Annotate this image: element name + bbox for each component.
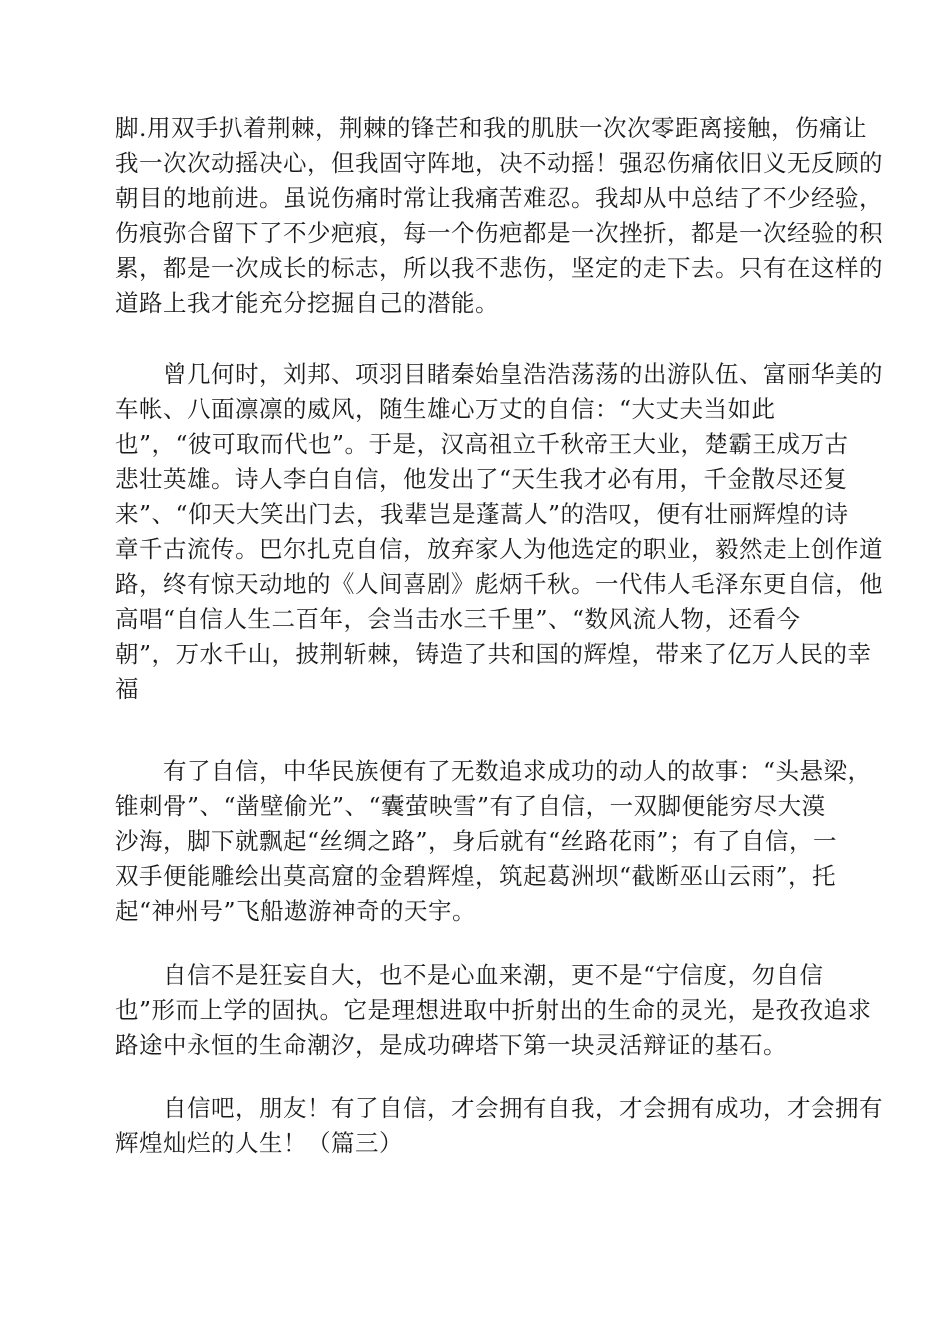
text-line: 双手便能雕绘出莫高窟的金碧辉煌，筑起葛洲坝“截断巫山云雨”，托 <box>115 862 837 890</box>
text-line: 辉煌灿烂的人生！（篇三） <box>115 1129 403 1157</box>
text-line: 有了自信，中华民族便有了无数追求成功的动人的故事：“头悬梁， <box>115 757 872 785</box>
text-line: 自信不是狂妄自大，也不是心血来潮，更不是“宁信度，勿自信 <box>115 961 824 989</box>
paragraph-4 <box>115 958 872 1063</box>
text-line: 沙海，脚下就飘起“丝绸之路”，身后就有“丝路花雨”；有了自信，一 <box>115 827 838 855</box>
text-line: 高唱“自信人生二百年，会当击水三千里”、“数风流人物，还看今 <box>115 605 801 633</box>
text-line: 路，终有惊天动地的《人间喜剧》彪炳千秋。一代伟人毛泽东更自信，他 <box>115 570 883 598</box>
text-line: 朝目的地前进。虽说伤痛时常让我痛苦难忍。我却从中总结了不少经验， <box>115 184 883 212</box>
text-line: 车帐、八面凛凛的威风，随生雄心万丈的自信：“大丈夫当如此 <box>115 395 776 423</box>
text-line: 路途中永恒的生命潮汐，是成功碑塔下第一块灵活辩证的基石。 <box>115 1031 787 1059</box>
text-line: 也”形而上学的固执。它是理想进取中折射出的生命的灵光，是孜孜追求 <box>115 996 872 1024</box>
text-line: 福 <box>115 675 139 703</box>
text-line: 起“神州号”飞船遨游神奇的天宇。 <box>115 897 477 925</box>
text-line: 曾几何时，刘邦、项羽目睹秦始皇浩浩荡荡的出游队伍、富丽华美的 <box>115 360 883 388</box>
text-line: 伤痕弥合留下了不少疤痕，每一个伤疤都是一次挫折，都是一次经验的积 <box>115 219 883 247</box>
text-line: 章千古流传。巴尔扎克自信，放弃家人为他选定的职业，毅然走上创作道 <box>115 535 883 563</box>
text-line: 朝”，万水千山，披荆斩棘，铸造了共和国的辉煌，带来了亿万人民的幸 <box>115 640 872 668</box>
text-line: 也”，“彼可取而代也”。于是，汉高祖立千秋帝王大业，楚霸王成万古 <box>115 430 849 458</box>
paragraph-2 <box>115 357 883 707</box>
text-line: 脚.用双手扒着荆棘，荆棘的锋芒和我的肌肤一次次零距离接触，伤痛让 <box>115 114 867 142</box>
paragraph-5 <box>115 1091 883 1161</box>
text-line: 锥刺骨”、“凿壁偷光”、“囊萤映雪”有了自信，一双脚便能穷尽大漠 <box>115 792 826 820</box>
paragraph-3 <box>115 754 872 929</box>
text-line: 累，都是一次成长的标志，所以我不悲伤，坚定的走下去。只有在这样的 <box>115 254 883 282</box>
text-line: 来”、“仰天大笑出门去，我辈岂是蓬蒿人”的浩叹，便有壮丽辉煌的诗 <box>115 500 849 528</box>
text-line: 自信吧，朋友！有了自信，才会拥有自我，才会拥有成功，才会拥有 <box>115 1094 883 1122</box>
text-line: 道路上我才能充分挖掘自己的潜能。 <box>115 289 499 317</box>
text-line: 悲壮英雄。诗人李白自信，他发出了“天生我才必有用，千金散尽还复 <box>115 465 848 493</box>
paragraph-1 <box>115 111 883 321</box>
text-line: 我一次次动摇决心，但我固守阵地，决不动摇！强忍伤痛依旧义无反顾的 <box>115 149 883 177</box>
